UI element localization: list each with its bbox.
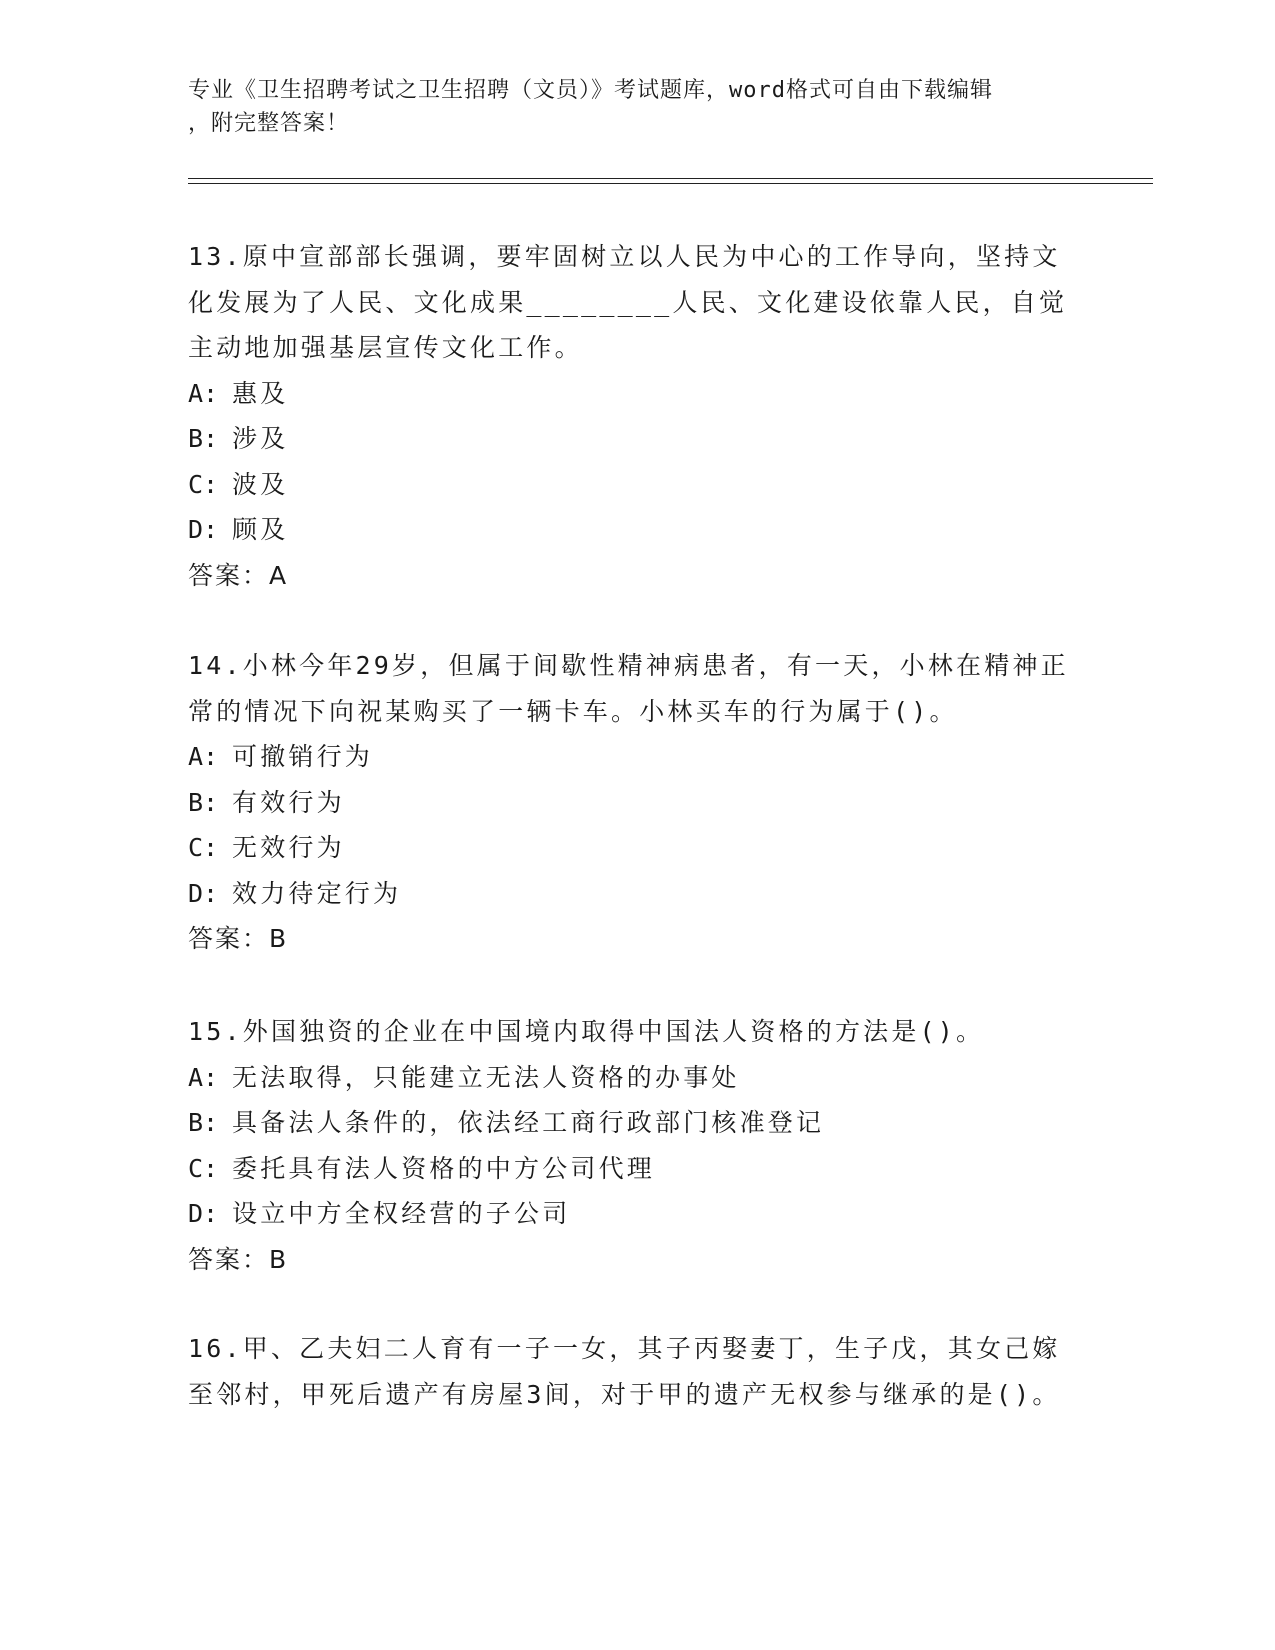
option-c [188, 825, 1088, 871]
answer-line: 答案：B [188, 1244, 289, 1274]
question-14 [188, 643, 1088, 962]
option-c [188, 462, 1088, 508]
question-13 [188, 234, 1088, 598]
header-divider-top [188, 178, 1153, 179]
option-letter: D: [188, 878, 219, 908]
question-stem: 15.外国独资的企业在中国境内取得中国法人资格的方法是()。 [188, 1017, 985, 1046]
option-letter: D: [188, 515, 219, 544]
option-c [188, 1146, 1088, 1192]
option-b [188, 416, 1088, 462]
option-text: 具备法人条件的，依法经工商行政部门核准登记 [232, 1108, 825, 1137]
option-text: 顾及 [232, 515, 289, 544]
document-header [188, 74, 1068, 140]
answer-line: 答案：B [188, 924, 289, 953]
option-d [188, 507, 1088, 553]
option-a [188, 1055, 1088, 1101]
option-letter: B: [188, 424, 219, 453]
option-letter: A: [188, 378, 219, 408]
header-line-1: 专业《卫生招聘考试之卫生招聘（文员）》考试题库，word格式可自由下载编辑 [188, 78, 993, 103]
option-text: 效力待定行为 [232, 878, 402, 908]
option-text: 波及 [232, 469, 289, 499]
question-stem: 16.甲、乙夫妇二人育有一子一女，其子丙娶妻丁，生子戊，其女己嫁至邻村，甲死后遗产有房屋3间，对于甲的遗产无权参与继承的是()。 [188, 1334, 1061, 1409]
option-letter: B: [188, 1108, 219, 1137]
option-text: 可撤销行为 [232, 742, 374, 771]
question-stem: 14.小林今年29岁，但属于间歇性精神病患者，有一天，小林在精神正常的情况下向祝某购买了一辆卡车。小林买车的行为属于()。 [188, 651, 1069, 726]
question-stem: 13.原中宣部部长强调，要牢固树立以人民为中心的工作导向，坚持文化发展为了人民、文化成果________人民、文化建设依靠人民，自觉主动地加强基层宣传文化工作。 [188, 242, 1068, 362]
question-15 [188, 1009, 1088, 1282]
option-letter: A: [188, 1062, 219, 1092]
option-d [188, 1191, 1088, 1237]
option-text: 惠及 [232, 378, 289, 408]
option-text: 无法取得，只能建立无法人资格的办事处 [232, 1062, 740, 1092]
option-letter: B: [188, 787, 219, 817]
option-letter: A: [188, 742, 219, 771]
option-a [188, 734, 1088, 780]
option-text: 无效行为 [232, 833, 345, 862]
question-16 [188, 1326, 1088, 1417]
option-letter: D: [188, 1199, 219, 1228]
answer-line: 答案：A [188, 560, 289, 590]
option-text: 有效行为 [232, 787, 345, 817]
header-line-2: ，附完整答案！ [188, 111, 350, 136]
option-letter: C: [188, 469, 219, 499]
option-b [188, 1100, 1088, 1146]
option-a [188, 371, 1088, 417]
option-text: 委托具有法人资格的中方公司代理 [232, 1153, 656, 1183]
option-letter: C: [188, 1153, 219, 1183]
header-divider-bottom [188, 183, 1153, 184]
option-letter: C: [188, 833, 219, 862]
option-d [188, 871, 1088, 917]
option-text: 涉及 [232, 424, 289, 453]
option-text: 设立中方全权经营的子公司 [232, 1199, 571, 1228]
option-b [188, 780, 1088, 826]
